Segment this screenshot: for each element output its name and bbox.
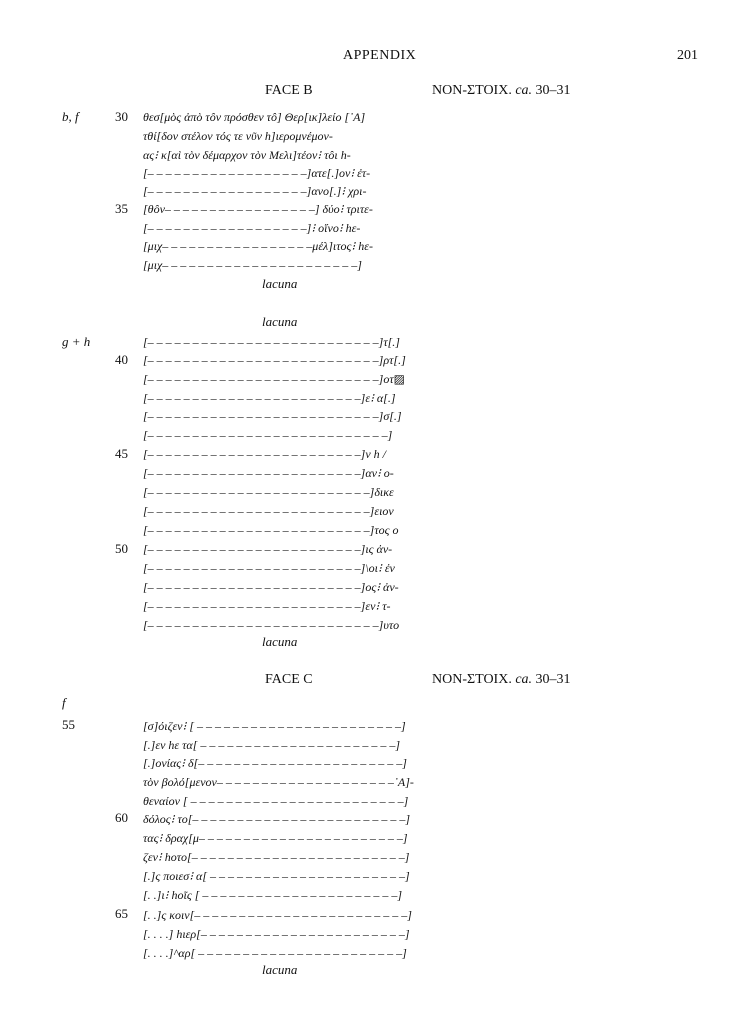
text-line: [– – – – – – – – – – – – – – – – – – – – – – – –]\οι⁝ ἐν [143, 561, 395, 575]
page-number: 201 [677, 48, 698, 63]
text-line: [– – – – – – – – – – – – – – – – – –]ατε[.]ον⁝ ἐτ- [143, 166, 371, 180]
text-line: [θôν– – – – – – – – – – – – – – – – –] δύο⁝ τριτε- [143, 202, 373, 216]
text-line: [.]ονίας⁝ δ[– – – – – – – – – – – – – – – – – – – – – – –] [143, 756, 407, 770]
face-c-meta [432, 672, 571, 688]
text-line: [. . . .]^αρ[ – – – – – – – – – – – – – – – – – – – – – – –] [143, 946, 407, 960]
text-line: [– – – – – – – – – – – – – – – – – – – – – – – – –]ειον [143, 504, 394, 518]
line-number: 35 [115, 201, 128, 216]
line-number: 65 [115, 906, 128, 921]
meta-prefix: NON-ΣΤΟΙΧ. [432, 672, 512, 687]
meta-ca: ca. [515, 83, 533, 98]
text-line: τας⁝ δραχ[μ– – – – – – – – – – – – – – – – – – – – – – –] [143, 831, 408, 845]
face-c-title: FACE C [265, 672, 313, 687]
fragment-label: b, f [62, 109, 79, 124]
text-line: [. .]ι⁝ hοῖς [ – – – – – – – – – – – – – – – – – – – – – –] [143, 888, 403, 902]
text-line: [– – – – – – – – – – – – – – – – – – – – – – – – – –]υτο [143, 618, 400, 632]
lacuna-label: lacuna [262, 314, 298, 329]
fragment-label: g + h [62, 334, 91, 349]
text-line: [.]εν hε τα[ – – – – – – – – – – – – – – – – – – – – – –] [143, 738, 401, 752]
lacuna-label: lacuna [262, 962, 298, 977]
text-line: [– – – – – – – – – – – – – – – – – – – – – – – –]ος⁝ ἀν- [143, 580, 399, 594]
text-line: [– – – – – – – – – – – – – – – – – – – – – – – – – – –] [143, 428, 393, 442]
lacuna-label: lacuna [262, 276, 298, 291]
text-line: [μιχ– – – – – – – – – – – – – – – – –μέλ]ιτος⁝ hε- [143, 239, 373, 253]
text-line: δόλος⁝ το[– – – – – – – – – – – – – – – – – – – – – – – –] [143, 812, 411, 826]
line-number: 45 [115, 446, 128, 461]
text-line: [– – – – – – – – – – – – – – – – – – – – – – – – – –]οτ▨ [143, 372, 405, 386]
text-line: τὸν βολό[μενον– – – – – – – – – – – – – – – – – – – –᾽Α]- [143, 775, 414, 789]
line-number: 40 [115, 352, 128, 367]
text-line: θεναίον [ – – – – – – – – – – – – – – – – – – – – – – – –] [143, 794, 409, 808]
text-line: [– – – – – – – – – – – – – – – – – – – – – – – – – –]σ[.] [143, 409, 402, 423]
line-number: 50 [115, 541, 128, 556]
line-number: 30 [115, 109, 128, 124]
text-line: [– – – – – – – – – – – – – – – – – –]⁝ οἴνο⁝ hε- [143, 221, 361, 235]
text-line: θεσ[μὸς ἀπὸ τôν πρόσθεν τô] Θερ[ικ]λείο [᾽Α] [143, 110, 366, 124]
text-line: τθί[δον στέλον τός τε νῦν h]ιερομνέμον- [143, 129, 333, 143]
lacuna-label: lacuna [262, 634, 298, 649]
face-b-meta [432, 83, 571, 99]
text-line: [– – – – – – – – – – – – – – – – – – – – – – – –]ν h / [143, 447, 386, 461]
text-line: [– – – – – – – – – – – – – – – – – – – – – – – –]αν⁝ ο- [143, 466, 394, 480]
line-number: 60 [115, 810, 128, 825]
text-line: [– – – – – – – – – – – – – – – – – – – – – – – –]ις ἀν- [143, 542, 393, 556]
fragment-label: f [62, 695, 66, 710]
meta-range: 30–31 [535, 83, 571, 98]
running-head: APPENDIX [343, 48, 417, 63]
text-line: [σ]όιζεν⁝ [ – – – – – – – – – – – – – – – – – – – – – – –] [143, 719, 406, 733]
text-line: ζεν⁝ hοτο[– – – – – – – – – – – – – – – – – – – – – – – –] [143, 850, 410, 864]
text-line: ας⁝ κ[αὶ τὸν δέμαρχον τὸν Μελι]τέον⁝ τôι h- [143, 148, 351, 162]
meta-prefix: NON-ΣΤΟΙΧ. [432, 83, 512, 98]
meta-range: 30–31 [535, 672, 571, 687]
line-number: 55 [62, 717, 75, 732]
text-line: [. .]ς κοιν[– – – – – – – – – – – – – – – – – – – – – – – –] [143, 908, 412, 922]
face-b-title: FACE B [265, 83, 313, 98]
text-line: [– – – – – – – – – – – – – – – – – –]ανο[.]⁝ χρι- [143, 184, 367, 198]
text-line: [– – – – – – – – – – – – – – – – – – – – – – – – –]τος ο [143, 523, 399, 537]
text-line: [– – – – – – – – – – – – – – – – – – – – – – – –]ε⁝ α[.] [143, 391, 396, 405]
text-line: [μιχ– – – – – – – – – – – – – – – – – – – – – –] [143, 258, 362, 272]
text-line: [– – – – – – – – – – – – – – – – – – – – – – – – – –]τ[.] [143, 335, 400, 349]
meta-ca: ca. [515, 672, 533, 687]
text-line: [– – – – – – – – – – – – – – – – – – – – – – – – – –]ρτ[.] [143, 353, 406, 367]
text-line: [– – – – – – – – – – – – – – – – – – – – – – – – –]δικε [143, 485, 394, 499]
text-line: [.]ς ποιεσ⁝ α[ – – – – – – – – – – – – – – – – – – – – – –] [143, 869, 410, 883]
text-line: [– – – – – – – – – – – – – – – – – – – – – – – –]εν⁝ τ- [143, 599, 391, 613]
text-line: [. . . .] hιερ[– – – – – – – – – – – – – – – – – – – – – – –] [143, 927, 410, 941]
